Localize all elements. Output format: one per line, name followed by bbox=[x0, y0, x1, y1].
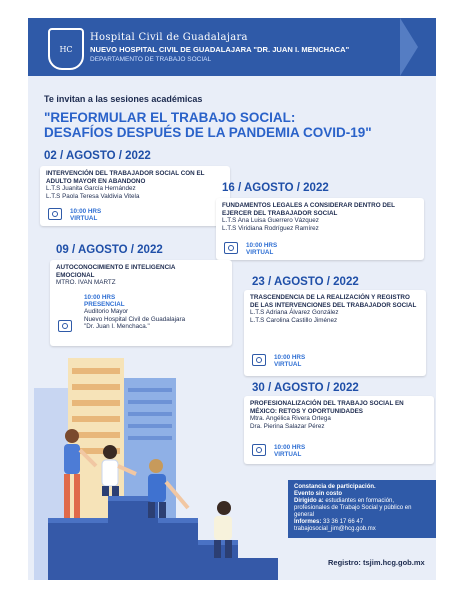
certificate-note: Constancia de participación. bbox=[294, 484, 376, 490]
contact-label: Informes: bbox=[294, 519, 322, 525]
session-mode: VIRTUAL bbox=[274, 451, 302, 458]
session-time: 10:00 HRS bbox=[70, 208, 102, 215]
contact-email[interactable]: trabajosocial_jim@hcg.gob.mx bbox=[294, 526, 376, 532]
session-speaker: L.T.S Carolina Castillo Jiménez bbox=[250, 316, 338, 324]
session-mode: VIRTUAL bbox=[274, 361, 302, 368]
session-card bbox=[216, 198, 424, 260]
hospital-subname: NUEVO HOSPITAL CIVIL DE GUADALAJARA "DR. JUAN I. MENCHACA" bbox=[90, 45, 350, 54]
community-illustration bbox=[28, 315, 288, 580]
event-title-line2: DESAFÍOS DESPUÉS DE LA PANDEMIA COVID-19" bbox=[44, 125, 372, 140]
session-time: 10:00 HRS bbox=[274, 354, 306, 361]
session-mode: PRESENCIAL bbox=[84, 301, 125, 308]
event-title bbox=[44, 110, 434, 140]
contact-phone: 33 36 17 66 47 bbox=[323, 519, 364, 525]
poster bbox=[28, 18, 436, 580]
header-arrow-shade bbox=[400, 18, 418, 76]
session-speaker: L.T.S Ana Luisa Guerrero Vázquez bbox=[222, 217, 319, 224]
venue-line: Auditorio Mayor bbox=[84, 308, 129, 315]
session-speaker: L.T.S Juanita García Hernández bbox=[46, 185, 136, 192]
session-date: 02 / AGOSTO / 2022 bbox=[44, 150, 151, 162]
session-time: 10:00 HRS bbox=[246, 242, 278, 249]
session-title: PROFESIONALIZACIÓN DEL TRABAJO SOCIAL EN MÉXICO: RETOS Y OPORTUNIDADES bbox=[250, 400, 404, 415]
audience-label: Dirigido a: bbox=[294, 498, 324, 504]
hospital-seal-icon: HC bbox=[48, 28, 84, 70]
session-title: AUTOCONOCIMIENTO E INTELIGENCIA EMOCIONAL bbox=[56, 264, 176, 279]
session-date: 09 / AGOSTO / 2022 bbox=[56, 244, 163, 256]
registration-link[interactable]: Registro: tsjim.hcg.gob.mx bbox=[328, 558, 425, 567]
session-date: 30 / AGOSTO / 2022 bbox=[252, 382, 359, 394]
event-title-line1: "REFORMULAR EL TRABAJO SOCIAL: bbox=[44, 110, 296, 125]
venue-line: "Dr. Juan I. Menchaca." bbox=[84, 323, 150, 330]
hospital-name: Hospital Civil de Guadalajara bbox=[90, 32, 248, 43]
session-title: INTERVENCIÓN DEL TRABAJADOR SOCIAL CON EL ADULTO MAYOR EN ABANDONO bbox=[46, 170, 205, 185]
department-name: DEPARTAMENTO DE TRABAJO SOCIAL bbox=[90, 56, 212, 63]
session-speaker: MTRO. IVAN MARTZ bbox=[56, 279, 116, 286]
audience-text: estudiantes en formación, profesionales de Trabajo Social y público en general bbox=[294, 498, 412, 518]
info-box bbox=[288, 480, 436, 538]
session-speaker: L.T.S Adriana Álvarez González bbox=[250, 309, 339, 316]
session-speaker: L.T.S Viridiana Rodríguez Ramírez bbox=[222, 224, 319, 232]
session-date: 16 / AGOSTO / 2022 bbox=[222, 182, 329, 194]
free-event-note: Evento sin costo bbox=[294, 491, 343, 497]
session-title: FUNDAMENTOS LEGALES A CONSIDERAR DENTRO DEL EJERCER DEL TRABAJADOR SOCIAL bbox=[222, 202, 395, 217]
header-arrow bbox=[418, 18, 436, 76]
session-mode: VIRTUAL bbox=[70, 215, 98, 222]
invite-text: Te invitan a las sesiones académicas bbox=[44, 94, 203, 104]
session-card bbox=[40, 166, 230, 226]
session-speaker: Dra. Pierina Salazar Pérez bbox=[250, 422, 325, 430]
session-speaker: Mtra. Angélica Rivera Ortega bbox=[250, 415, 331, 422]
session-time: 10:00 HRS bbox=[274, 444, 306, 451]
venue-line: Nuevo Hospital Civil de Guadalajara bbox=[84, 315, 186, 323]
session-speaker: L.T.S Paola Teresa Valdivia Vitela bbox=[46, 192, 140, 200]
session-mode: VIRTUAL bbox=[246, 249, 274, 256]
video-call-icon bbox=[224, 242, 238, 254]
video-call-icon bbox=[48, 208, 62, 220]
session-title: TRASCENDENCIA DE LA REALIZACIÓN Y REGISTRO DE LAS INTERVENCIONES DEL TRABAJADOR SOCIAL bbox=[250, 294, 417, 309]
session-time: 10:00 HRS bbox=[84, 294, 116, 301]
session-date: 23 / AGOSTO / 2022 bbox=[252, 276, 359, 288]
